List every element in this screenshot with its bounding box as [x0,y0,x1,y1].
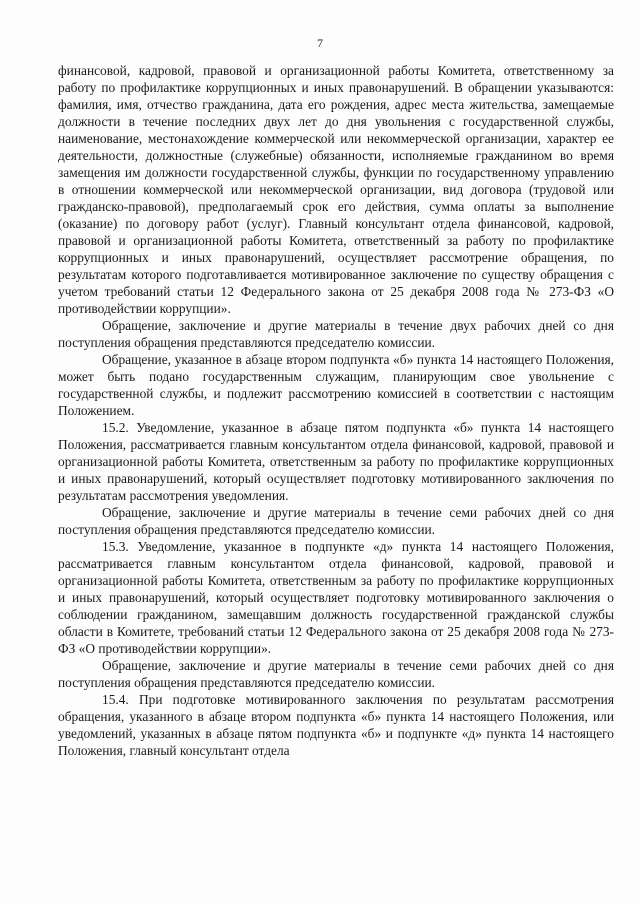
paragraph: Обращение, заключение и другие материалы в течение семи рабочих дней со дня поступления обращения представляются председателю комиссии. [58,658,614,690]
paragraph-15-4: 15.4. При подготовке мотивированного заключения по результатам рассмотрения обращения, указанного в абзаце втором подпункта «б» пункта 14 настоящего Положения, или уведомлений, указанных в абзаце пятом подпункта «б» и подпункте «д» пункта 14 настоящего Положения, главный консультант отдела [58,692,614,758]
paragraph: Обращение, указанное в абзаце втором подпункта «б» пункта 14 настоящего Положения, может быть подано государственным служащим, планирующим свое увольнение с государственной службы, и подлежит рассмотрению комиссией в соответствии с настоящим Положением. [58,352,614,418]
paragraph: Обращение, заключение и другие материалы в течение двух рабочих дней со дня поступления обращения представляются председателю комиссии. [58,318,614,350]
document-body [58,62,614,759]
paragraph-15-3: 15.3. Уведомление, указанное в подпункте «д» пункта 14 настоящего Положения, рассматривается главным консультантом отдела финансовой, кадровой, правовой и организационной работы Комитета, ответственным за работу по профилактике коррупционных и иных правонарушений, который осуществляет подготовку мотивированного заключения о соблюдении гражданином, замещавшим должность государственной гражданской службы области в Комитете, требований статьи 12 Федерального закона от 25 декабря 2008 года № 273-ФЗ «О противодействии коррупции». [58,539,614,656]
paragraph: Обращение, заключение и другие материалы в течение семи рабочих дней со дня поступления обращения представляются председателю комиссии. [58,505,614,537]
page-number: 7 [317,36,323,50]
paragraph-continuation: финансовой, кадровой, правовой и организационной работы Комитета, ответственному за работу по профилактике коррупционных и иных правонарушений. В обращении указываются: фамилия, имя, отчество гражданина, дата его рождения, адрес места жительства, замещаемые должности в течение последних двух лет до дня увольнения с государственной службы, наименование, местонахождение коммерческой или некоммерческой организации, характер ее деятельности, должностные (служебные) обязанности, исполняемые гражданином во время замещения им должности государственной службы, функции по государственному управлению в отношении коммерческой или некоммерческой организации, вид договора (трудовой или гражданско-правовой), предполагаемый срок его действия, сумма оплаты за выполнение (оказание) по договору работ (услуг). Главный консультант отдела финансовой, кадровой, правовой и организационной работы Комитета, ответственный за работу по профилактике коррупционных и иных правонарушений, осуществляет рассмотрение обращения, по результатам которого подготавливается мотивированное заключение по существу обращения с учетом требований статьи 12 Федерального закона от 25 декабря 2008 года № 273-ФЗ «О противодействии коррупции». [58,63,614,316]
paragraph-15-2: 15.2. Уведомление, указанное в абзаце пятом подпункта «б» пункта 14 настоящего Положения, рассматривается главным консультантом отдела финансовой, кадровой, правовой и организационной работы Комитета, ответственным за работу по профилактике коррупционных и иных правонарушений, который осуществляет подготовку мотивированного заключения по результатам рассмотрения уведомления. [58,420,614,503]
